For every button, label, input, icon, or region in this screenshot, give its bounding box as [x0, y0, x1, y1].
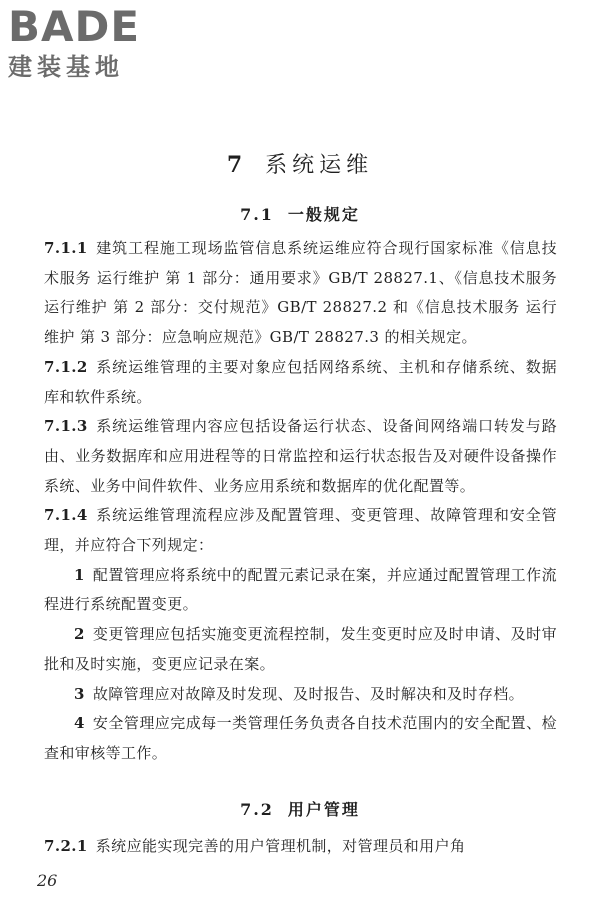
section-number: 7.1 — [240, 205, 274, 224]
list-item — [44, 680, 557, 710]
clause-text: 系统运维管理流程应涉及配置管理、变更管理、故障管理和安全管理，并应符合下列规定： — [44, 506, 557, 555]
clause — [44, 832, 557, 862]
clause — [44, 234, 557, 353]
clause-number: 7.1.2 — [44, 357, 88, 376]
clause-text: 系统运维管理的主要对象应包括网络系统、主机和存储系统、数据库和软件系统。 — [44, 357, 557, 406]
page-number: 26 — [37, 871, 58, 890]
item-text: 安全管理应完成每一类管理任务负责各自技术范围内的安全配置、检查和审核等工作。 — [44, 714, 557, 762]
item-text: 变更管理应包括实施变更流程控制，发生变更时应及时申请、及时审批和及时实施，变更应记录在案。 — [44, 625, 557, 673]
item-number: 4 — [74, 714, 85, 733]
section-body — [44, 832, 557, 862]
section-title — [0, 797, 600, 820]
clause-text: 系统运维管理内容应包括设备运行状态、设备间网络端口转发与路由、业务数据库和应用进程等的日常监控和运行状态报告及对硬件设备操作系统、业务中间件软件、业务应用系统和数据库的优化配置等。 — [44, 417, 557, 495]
item-text: 故障管理应对故障及时发现、及时报告、及时解决和及时存档。 — [92, 684, 525, 703]
item-number: 1 — [74, 565, 85, 584]
clause — [44, 353, 557, 412]
chapter-title — [0, 148, 600, 179]
section-body — [44, 234, 557, 769]
clause-number: 7.1.1 — [44, 239, 88, 257]
chapter-title-text: 系统运维 — [265, 153, 374, 178]
item-text: 配置管理应将系统中的配置元素记录在案，并应通过配置管理工作流程进行系统配置变更。 — [44, 565, 557, 614]
section-number: 7.2 — [240, 800, 274, 819]
item-number: 3 — [74, 684, 85, 703]
clause — [44, 412, 557, 501]
logo-subtitle: 建装基地 — [8, 53, 124, 81]
section-title-text: 一般规定 — [287, 205, 360, 224]
clause-number: 7.1.4 — [44, 506, 88, 525]
list-item — [44, 709, 557, 768]
chapter-number: 7 — [226, 152, 248, 178]
clause — [44, 501, 557, 560]
clause-number: 7.1.3 — [44, 417, 88, 436]
item-number: 2 — [74, 625, 85, 644]
clause-number: 7.2.1 — [44, 837, 88, 855]
section-title-text: 用户管理 — [287, 800, 360, 819]
clause-text: 系统应能实现完善的用户管理机制，对管理员和用户角 — [95, 837, 466, 855]
clause-text: 建筑工程施工现场监管信息系统运维应符合现行国家标准《信息技术服务 运行维护 第 1 部分：通用要求》GB/T 28827.1、《信息技术服务 运行维护 第 2 部分：交付规范》GB/T 28827.2 和《信息技术服务 运行维护 第 3 部分：应急响应规范》GB/T 28827.3 的相关规定。 — [44, 239, 557, 347]
section-title — [0, 202, 600, 225]
brand-logo — [8, 4, 178, 82]
list-item — [44, 620, 557, 679]
logo-wordmark: BADE — [8, 2, 141, 51]
list-item — [44, 561, 557, 620]
